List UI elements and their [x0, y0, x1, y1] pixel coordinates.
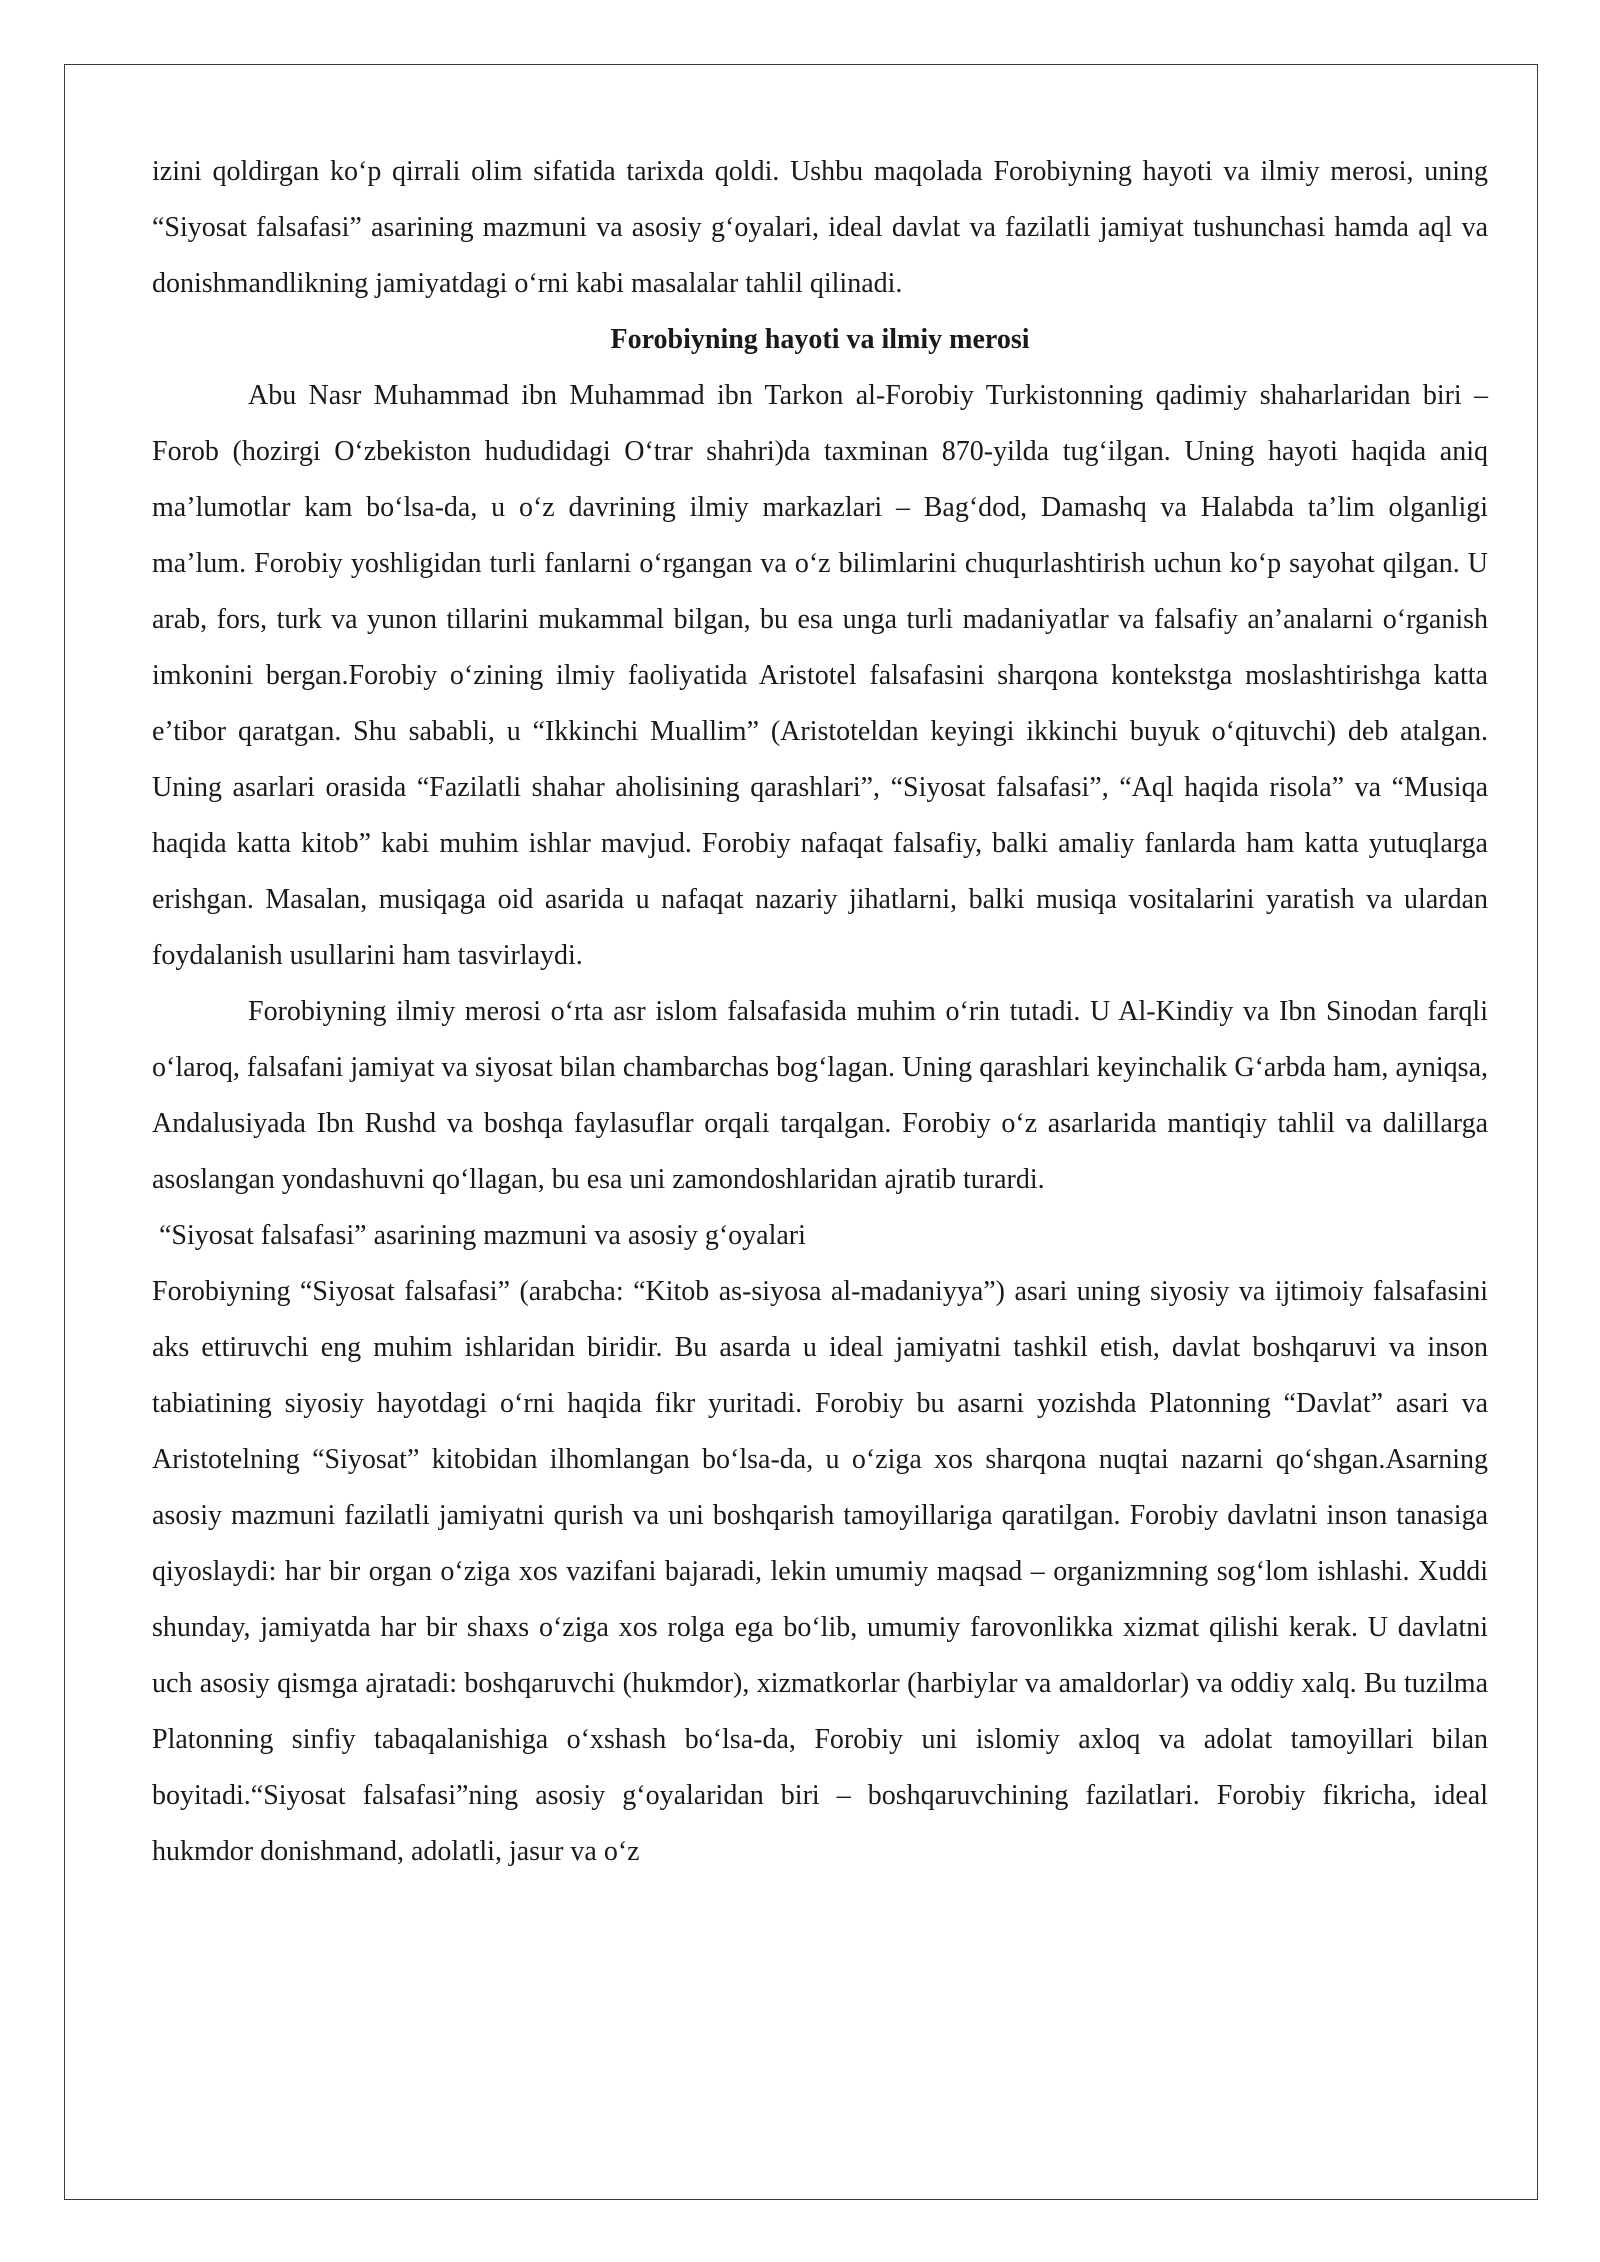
paragraph-biography: Abu Nasr Muhammad ibn Muhammad ibn Tarkon al-Forobiy Turkistonning qadimiy shaharlaridan biri – Forob (hozirgi O‘zbekiston hududidagi O‘trar shahri)da taxminan 870-yilda tug‘ilgan. Uning hayoti haqida aniq ma’lumotlar kam bo‘lsa-da, u o‘z davrining ilmiy markazlari – Bag‘dod, Damashq va Halabda ta’lim olganligi ma’lum. Forobiy yoshligidan turli fanlarni o‘rgangan va o‘z bilimlarini chuqurlashtirish uchun ko‘p sayohat qilgan. U arab, fors, turk va yunon tillarini mukammal bilgan, bu esa unga turli madaniyatlar va falsafiy an’analarni o‘rganish imkonini bergan.Forobiy o‘zining ilmiy faoliyatida Aristotel falsafasini sharqona kontekstga moslashtirishga katta e’tibor qaratgan. Shu sababli, u “Ikkinchi Muallim” (Aristoteldan keyingi ikkinchi buyuk o‘qituvchi) deb atalgan. Uning asarlari orasida “Fazilatli shahar aholisining qarashlari”, “Siyosat falsafasi”, “Aql haqida risola” va “Musiqa haqida katta kitob” kabi muhim ishlar mavjud. Forobiy nafaqat falsafiy, balki amaliy fanlarda ham katta yutuqlarga erishgan. Masalan, musiqaga oid asarida u nafaqat nazariy jihatlarni, balki musiqa vositalarini yaratish va ulardan foydalanish usullarini ham tasvirlaydi.: [152, 380, 1488, 971]
intro-paragraph: izini qoldirgan ko‘p qirrali olim sifatida tarixda qoldi. Ushbu maqolada Forobiyning hayoti va ilmiy merosi, uning “Siyosat falsafasi” asarining mazmuni va asosiy g‘oyalari, ideal davlat va fazilatli jamiyat tushunchasi hamda aql va donishmandlikning jamiyatdagi o‘rni kabi masalalar tahlil qilinadi.: [152, 156, 1488, 299]
paragraph-siyosat-content: Forobiyning “Siyosat falsafasi” (arabcha: “Kitob as-siyosa al-madaniyya”) asari uning siyosiy va ijtimoiy falsafasini aks ettiruvchi eng muhim ishlaridan biridir. Bu asarda u ideal jamiyatni tashkil etish, davlat boshqaruvi va inson tabiatining siyosiy hayotdagi o‘rni haqida fikr yuritadi. Forobiy bu asarni yozishda Platonning “Davlat” asari va Aristotelning “Siyosat” kitobidan ilhomlangan bo‘lsa-da, u o‘ziga xos sharqona nuqtai nazarni qo‘shgan.Asarning asosiy mazmuni fazilatli jamiyatni qurish va uni boshqarish tamoyillariga qaratilgan. Forobiy davlatni inson tanasiga qiyoslaydi: har bir organ o‘ziga xos vazifani bajaradi, lekin umumiy maqsad – organizmning sog‘lom ishlashi. Xuddi shunday, jamiyatda har bir shaxs o‘ziga xos rolga ega bo‘lib, umumiy farovonlikka xizmat qilishi kerak. U davlatni uch asosiy qismga ajratadi: boshqaruvchi (hukmdor), xizmatkorlar (harbiylar va amaldorlar) va oddiy xalq. Bu tuzilma Platonning sinfiy tabaqalanishiga o‘xshash bo‘lsa-da, Forobiy uni islomiy axloq va adolat tamoyillari bilan boyitadi.“Siyosat falsafasi”ning asosiy g‘oyalaridan biri – boshqaruvchining fazilatlari. Forobiy fikricha, ideal hukmdor donishmand, adolatli, jasur va o‘z: [152, 1276, 1488, 1867]
section-heading-siyosat: “Siyosat falsafasi” asarining mazmuni va asosiy g‘oyalari: [152, 1220, 806, 1251]
document-body: [152, 144, 1488, 1880]
section-heading-life: Forobiyning hayoti va ilmiy merosi: [610, 324, 1030, 355]
paragraph-legacy: Forobiyning ilmiy merosi o‘rta asr islom falsafasida muhim o‘rin tutadi. U Al-Kindiy va Ibn Sinodan farqli o‘laroq, falsafani jamiyat va siyosat bilan chambarchas bog‘lagan. Uning qarashlari keyinchalik G‘arbda ham, ayniqsa, Andalusiyada Ibn Rushd va boshqa faylasuflar orqali tarqalgan. Forobiy o‘z asarlarida mantiqiy tahlil va dalillarga asoslangan yondashuvni qo‘llagan, bu esa uni zamondoshlaridan ajratib turardi.: [152, 996, 1488, 1195]
